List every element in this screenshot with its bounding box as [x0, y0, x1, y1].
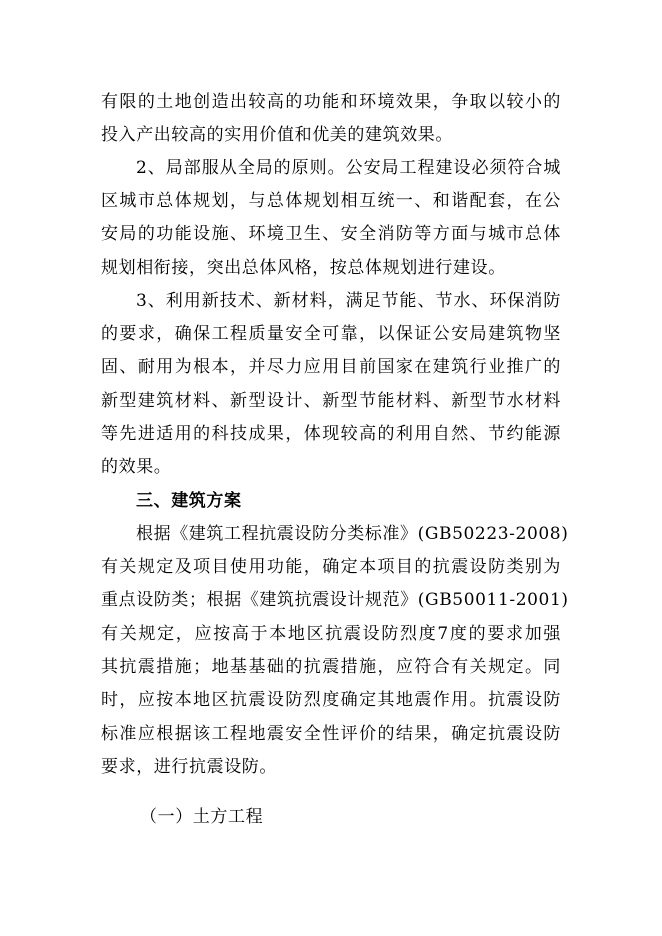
- subsection-heading: （一）土方工程: [140, 807, 264, 827]
- paragraph-line: 时，应按本地区抗震设防烈度确定其地震作用。抗震设防: [101, 690, 561, 710]
- paragraph-line: 要求，进行抗震设防。: [101, 757, 277, 777]
- paragraph-line: 新型建筑材料、新型设计、新型节能材料、新型节水材料: [101, 391, 561, 411]
- paragraph-line: 的效果。: [101, 457, 172, 477]
- section-heading: 三、建筑方案: [136, 491, 242, 511]
- paragraph-line: 固、耐用为根本，并尽力应用目前国家在建筑行业推广的: [101, 357, 561, 377]
- paragraph-line: 有关规定，应按高于本地区抗震设防烈度7度的要求加强: [101, 624, 561, 644]
- paragraph-line: 3、利用新技术、新材料，满足节能、节水、环保消防: [136, 291, 561, 311]
- paragraph-line: 的要求，确保工程质量安全可靠，以保证公安局建筑物坚: [101, 324, 561, 344]
- paragraph-line: 根据《建筑工程抗震设防分类标准》(GB50223-2008): [136, 524, 569, 544]
- paragraph-line: 安局的功能设施、环境卫生、安全消防等方面与城市总体: [101, 224, 561, 244]
- paragraph-line: 重点设防类；根据《建筑抗震设计规范》(GB50011-2001): [101, 590, 569, 610]
- paragraph-line: 标准应根据该工程地震安全性评价的结果，确定抗震设防: [101, 724, 561, 744]
- paragraph-line: 投入产出较高的实用价值和优美的建筑效果。: [101, 125, 453, 145]
- paragraph-line: 规划相衔接，突出总体风格，按总体规划进行建设。: [101, 258, 506, 278]
- paragraph-line: 有关规定及项目使用功能，确定本项目的抗震设防类别为: [101, 557, 561, 577]
- paragraph-line: 有限的土地创造出较高的功能和环境效果，争取以较小的: [101, 92, 561, 112]
- paragraph-line: 区城市总体规划，与总体规划相互统一、和谐配套，在公: [101, 191, 561, 211]
- paragraph-line: 2、局部服从全局的原则。公安局工程建设必须符合城: [136, 158, 561, 178]
- paragraph-line: 等先进适用的科技成果，体现较高的利用自然、节约能源: [101, 424, 561, 444]
- paragraph-line: 其抗震措施；地基基础的抗震措施，应符合有关规定。同: [101, 657, 561, 677]
